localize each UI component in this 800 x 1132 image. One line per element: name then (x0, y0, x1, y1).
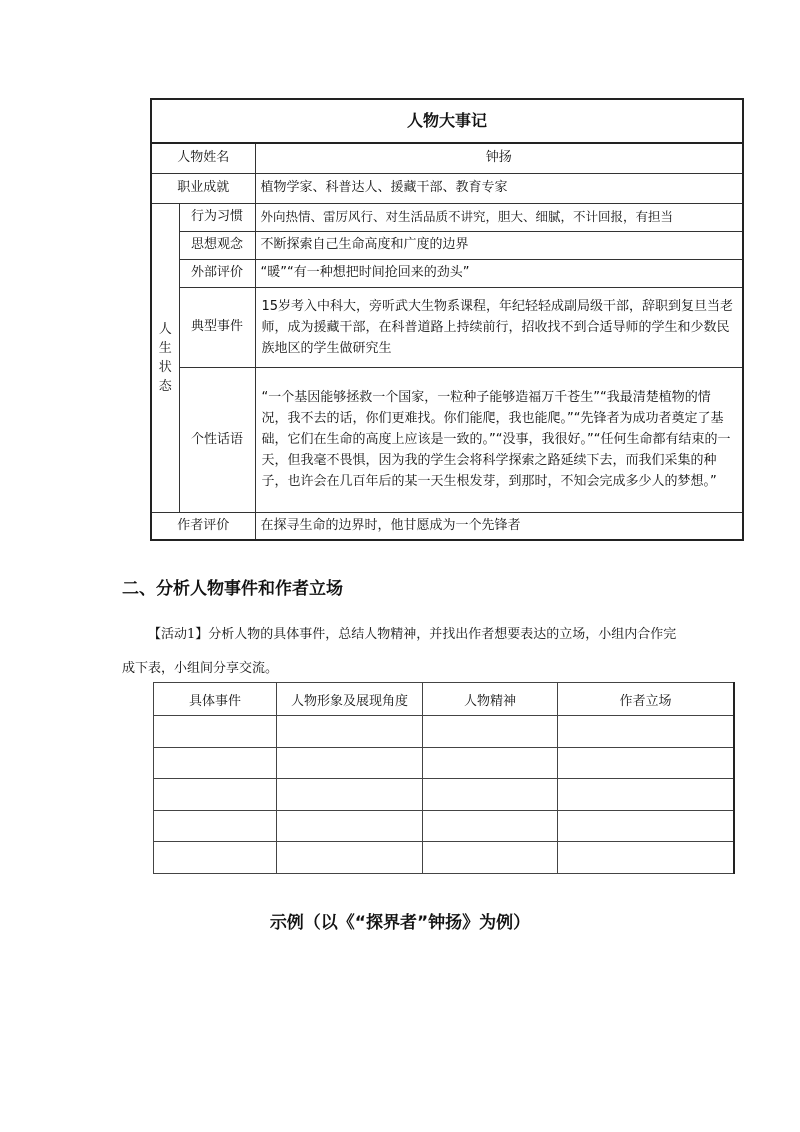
table-row (154, 747, 735, 779)
table-header-row (154, 683, 735, 716)
table-cell[interactable] (423, 747, 558, 779)
table-cell[interactable] (423, 716, 558, 748)
table-cell[interactable] (277, 810, 423, 842)
header-cell: 人物精神 (423, 683, 558, 716)
table-cell[interactable] (277, 779, 423, 811)
table-cell[interactable] (423, 779, 558, 811)
table-title: 人物大事记 (151, 99, 743, 143)
table-cell[interactable] (154, 747, 277, 779)
row-label: 思想观念 (179, 231, 255, 259)
row-label: 典型事件 (179, 287, 255, 367)
table-row (154, 810, 735, 842)
table-cell[interactable] (154, 810, 277, 842)
row-label: 行为习惯 (179, 203, 255, 231)
table-cell[interactable] (558, 747, 735, 779)
row-label: 个性话语 (179, 367, 255, 512)
table-row (154, 842, 735, 874)
life-state-label (151, 203, 179, 512)
activity-instructions: 【活动1】分析人物的具体事件，总结人物精神，并找出作者想要表达的立场，小组内合作完成下表，小组间分享交流。 (122, 627, 677, 676)
table-row (154, 716, 735, 748)
row-value: “一个基因能够拯救一个国家，一粒种子能够造福万千苍生”“我最清楚植物的情况，我不去的话，你们更难找。你们能爬，我也能爬。”“先锋者为成功者奠定了基础，它们在生命的高度上应该是一致的。”“没事，我很好。”“任何生命都有结束的一天，但我毫不畏惧，因为我的学生会将科学探索之路延续下去，而我们采集的种子，也许会在几百年后的某一天生根发芽，到那时，不知会完成多少人的梦想。” (255, 367, 743, 512)
row-value: 不断探索自己生命高度和广度的边界 (255, 231, 743, 259)
header-cell: 具体事件 (154, 683, 277, 716)
table-row (154, 779, 735, 811)
row-value: 15岁考入中科大，旁听武大生物系课程，年纪轻轻成副局级干部，辞职到复旦当老师，成为援藏干部，在科普道路上持续前行，招收找不到合适导师的学生和少数民族地区的学生做研究生 (255, 287, 743, 367)
career-label: 职业成就 (151, 173, 255, 203)
section-heading: 二、分析人物事件和作者立场 (122, 579, 343, 599)
analysis-table (153, 682, 735, 874)
header-cell: 人物形象及展现角度 (277, 683, 423, 716)
author-value: 在探寻生命的边界时，他甘愿成为一个先锋者 (255, 512, 743, 540)
author-label: 作者评价 (151, 512, 255, 540)
character-events-table (150, 98, 744, 541)
name-label: 人物姓名 (151, 143, 255, 173)
table-cell[interactable] (277, 716, 423, 748)
table-cell[interactable] (558, 842, 735, 874)
table-cell[interactable] (558, 779, 735, 811)
table-cell[interactable] (277, 842, 423, 874)
career-value: 植物学家、科普达人、援藏干部、教育专家 (255, 173, 743, 203)
header-cell: 作者立场 (558, 683, 735, 716)
table-cell[interactable] (423, 842, 558, 874)
table-cell[interactable] (558, 810, 735, 842)
row-value: “暖”“有一种想把时间抢回来的劲头” (255, 259, 743, 287)
table-cell[interactable] (154, 842, 277, 874)
table-cell[interactable] (558, 716, 735, 748)
table-cell[interactable] (154, 716, 277, 748)
life-state-text: 人生状态 (158, 321, 172, 394)
example-heading: 示例（以《“探界者”钟扬》为例） (269, 913, 531, 933)
row-label: 外部评价 (179, 259, 255, 287)
name-value: 钟扬 (255, 143, 743, 173)
row-value: 外向热情、雷厉风行、对生活品质不讲究，胆大、细腻，不计回报，有担当 (255, 203, 743, 231)
table-cell[interactable] (154, 779, 277, 811)
table-cell[interactable] (277, 747, 423, 779)
table-cell[interactable] (423, 810, 558, 842)
